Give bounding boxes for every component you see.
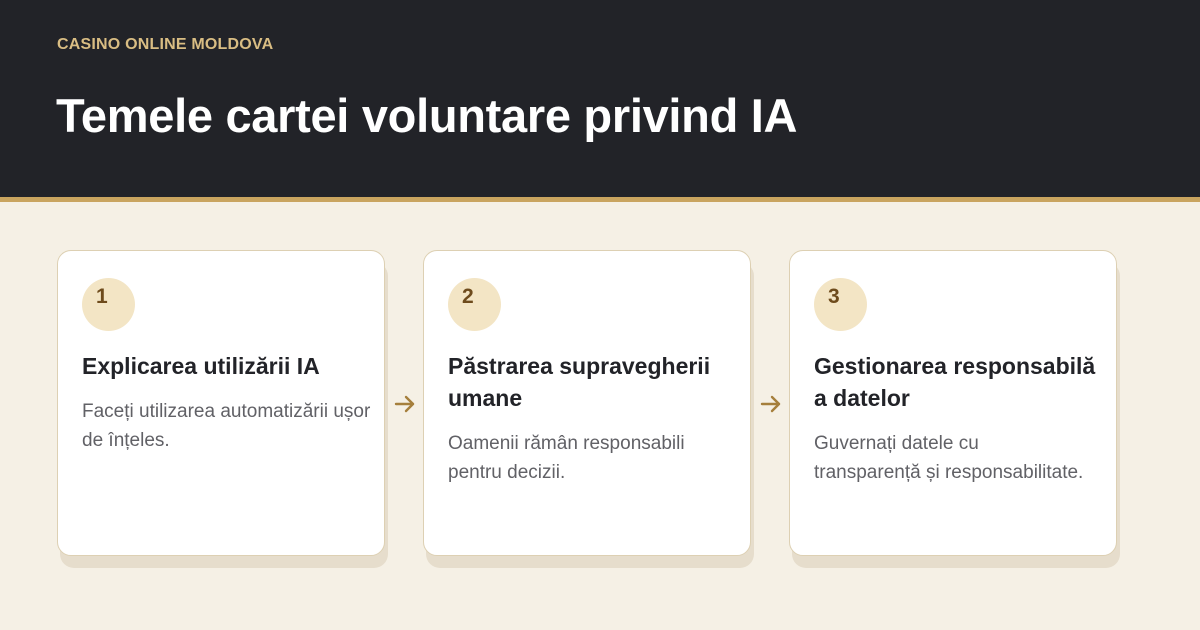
step-description: Oamenii rămân responsabili pentru decizii. (448, 433, 685, 483)
brand-eyebrow: CASINO ONLINE MOLDOVA (57, 36, 274, 53)
step-number-badge (814, 278, 867, 331)
step-description: Faceți utilizarea automatizării ușor de înțeles. (82, 401, 371, 451)
step-number-badge (448, 278, 501, 331)
step-number: 3 (828, 285, 840, 308)
step-title: Explicarea utilizării IA (82, 353, 320, 379)
step-title: Păstrarea supravegherii umane (448, 353, 711, 411)
step-number-badge (82, 278, 135, 331)
step-number: 1 (96, 285, 108, 308)
step-title: Gestionarea responsabilă a datelor (814, 353, 1096, 411)
step-card-2 (423, 250, 751, 556)
step-number: 2 (462, 285, 474, 308)
arrow-right-icon (759, 392, 783, 416)
page-title: Temele cartei voluntare privind IA (56, 89, 798, 142)
step-card-1 (57, 250, 385, 556)
header-banner (0, 0, 1200, 197)
arrow-right-icon (393, 392, 417, 416)
header-divider (0, 197, 1200, 202)
step-card-3 (789, 250, 1117, 556)
step-description: Guvernați datele cu transparență și responsabilitate. (814, 433, 1084, 483)
